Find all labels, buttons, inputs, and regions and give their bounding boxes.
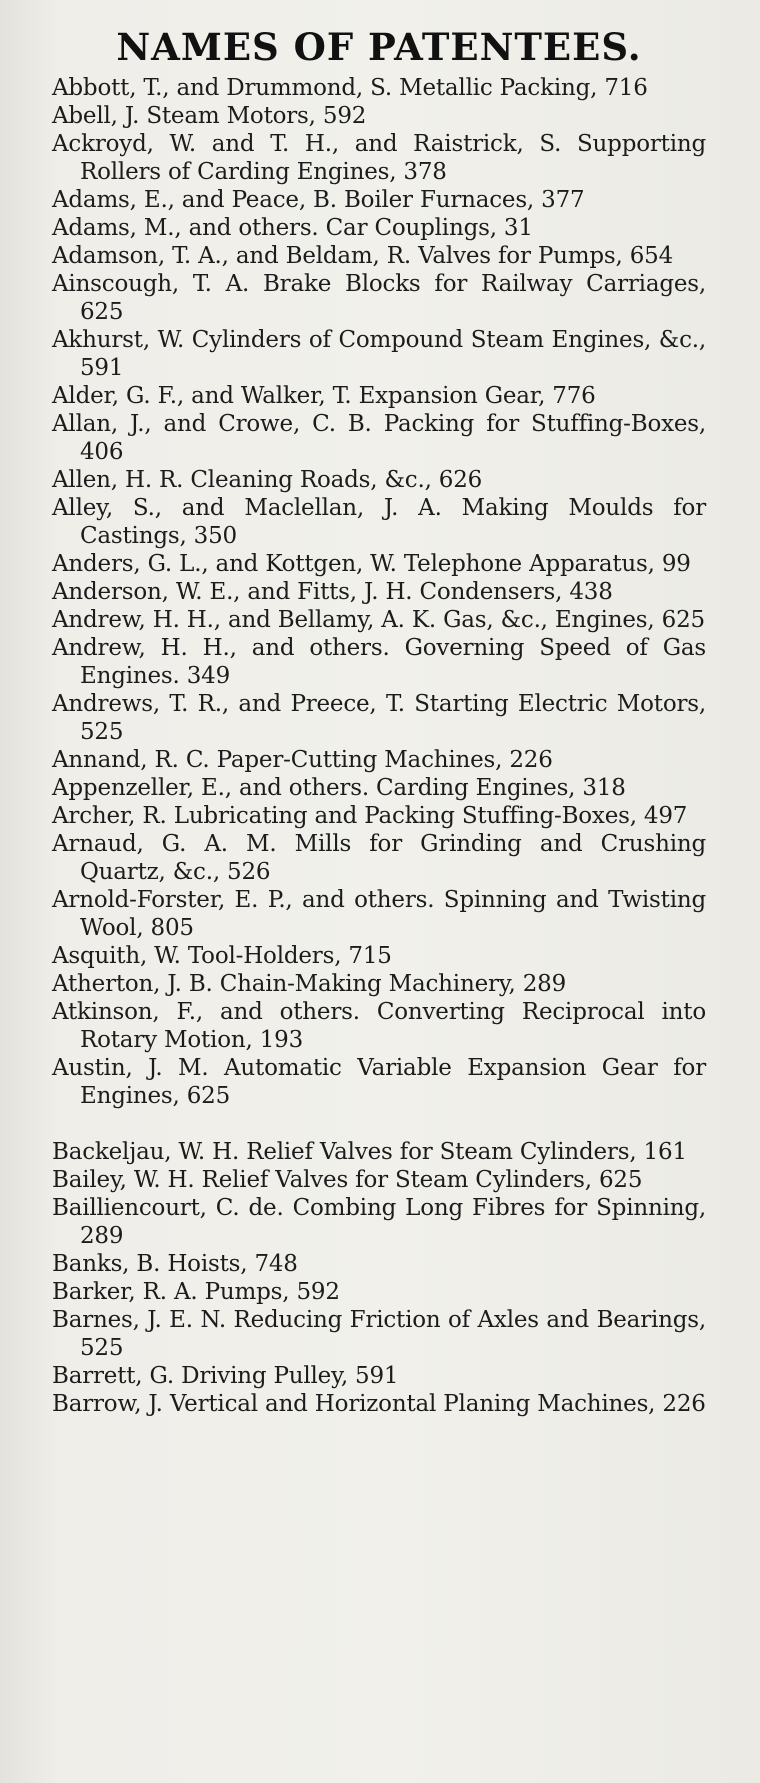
patentee-entry: Adams, M., and others. Car Couplings, 31: [52, 215, 533, 241]
patentee-entry: Austin, J. M. Automatic Variable Expansion Gear for Engines, 625: [52, 1055, 706, 1109]
patentee-entry: Barrow, J. Vertical and Horizontal Planing Machines, 226: [52, 1391, 706, 1417]
patentee-entry: Andrew, H. H., and others. Governing Speed of Gas Engines. 349: [52, 635, 706, 689]
patentee-entry: Ackroyd, W. and T. H., and Raistrick, S. Supporting Rollers of Carding Engines, 378: [52, 131, 706, 185]
patentee-entry: Adams, E., and Peace, B. Boiler Furnaces, 377: [52, 187, 585, 213]
page-title: NAMES OF PATENTEES.: [116, 25, 642, 69]
patentee-entry: Asquith, W. Tool-Holders, 715: [52, 943, 392, 969]
patentee-entry: Barker, R. A. Pumps, 592: [52, 1279, 340, 1305]
patentee-entry: Bailliencourt, C. de. Combing Long Fibres for Spinning, 289: [52, 1195, 706, 1249]
patentee-entry: Arnold-Forster, E. P., and others. Spinning and Twisting Wool, 805: [52, 887, 706, 941]
patentee-entry: Bailey, W. H. Relief Valves for Steam Cylinders, 625: [52, 1167, 643, 1193]
patentee-entry: Backeljau, W. H. Relief Valves for Steam Cylinders, 161: [52, 1139, 687, 1165]
patentee-entry: Atkinson, F., and others. Converting Reciprocal into Rotary Motion, 193: [52, 999, 706, 1053]
patentee-entry: Archer, R. Lubricating and Packing Stuffing-Boxes, 497: [52, 803, 688, 829]
patentee-entry: Allan, J., and Crowe, C. B. Packing for Stuffing-Boxes, 406: [52, 411, 706, 465]
patentee-entry: Atherton, J. B. Chain-Making Machinery, 289: [52, 971, 567, 997]
patentee-entry: Alder, G. F., and Walker, T. Expansion Gear, 776: [52, 383, 596, 409]
patentee-entry: Abbott, T., and Drummond, S. Metallic Packing, 716: [52, 75, 648, 101]
patentee-entry: Andrews, T. R., and Preece, T. Starting Electric Motors, 525: [52, 691, 706, 745]
patentee-entry: Adamson, T. A., and Beldam, R. Valves for Pumps, 654: [52, 243, 673, 269]
patentee-entry: Arnaud, G. A. M. Mills for Grinding and Crushing Quartz, &c., 526: [52, 831, 706, 885]
patentee-entry: Abell, J. Steam Motors, 592: [52, 103, 367, 129]
section-gap: [52, 1110, 706, 1138]
patentee-list-b: [52, 1138, 706, 1418]
patentee-entry: Anders, G. L., and Kottgen, W. Telephone Apparatus, 99: [52, 551, 691, 577]
patentee-entry: Ainscough, T. A. Brake Blocks for Railway Carriages, 625: [52, 271, 706, 325]
patentee-entry: Anderson, W. E., and Fitts, J. H. Condensers, 438: [52, 579, 613, 605]
patentee-entry: Banks, B. Hoists, 748: [52, 1251, 298, 1277]
patentee-entry: Andrew, H. H., and Bellamy, A. K. Gas, &c., Engines, 625: [52, 607, 705, 633]
patentee-entry: Akhurst, W. Cylinders of Compound Steam Engines, &c., 591: [52, 327, 706, 381]
patentee-entry: Alley, S., and Maclellan, J. A. Making Moulds for Castings, 350: [52, 495, 706, 549]
patentee-entry: Barrett, G. Driving Pulley, 591: [52, 1363, 399, 1389]
patentee-entry: Appenzeller, E., and others. Carding Engines, 318: [52, 775, 626, 801]
patentee-entry: Annand, R. C. Paper-Cutting Machines, 226: [52, 747, 553, 773]
patentee-entry: Allen, H. R. Cleaning Roads, &c., 626: [52, 467, 483, 493]
patentee-entry: Barnes, J. E. N. Reducing Friction of Axles and Bearings, 525: [52, 1307, 706, 1361]
patentee-list-a: [52, 74, 706, 1110]
